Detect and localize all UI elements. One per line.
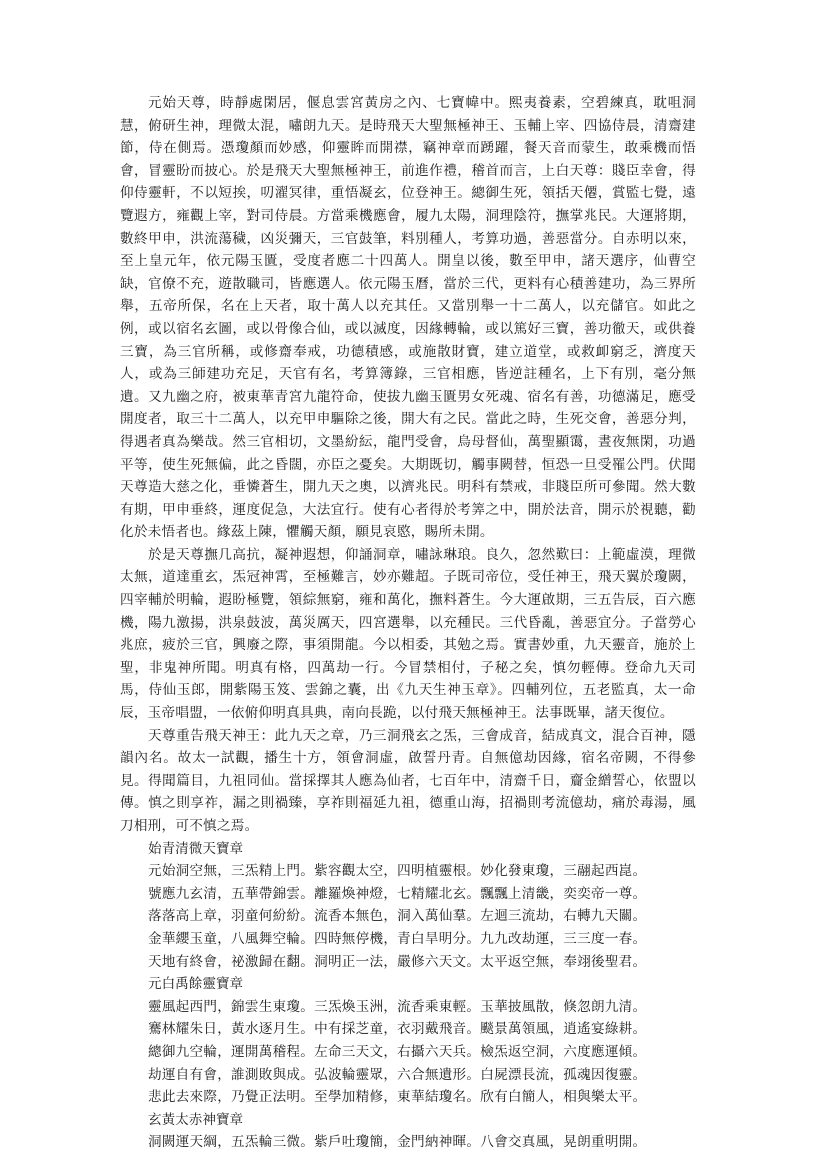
verse-section <box>120 973 696 1109</box>
verse-line: 落落高上章，羽童何紛紛。流香本無色，洞入萬仙羣。左迴三流劫，右轉九天關。 <box>148 908 647 925</box>
verse-line: 天地有終會，祕激歸在翻。洞明正一法，嚴修六天文。太平返空無，奉翊後聖君。 <box>148 953 647 970</box>
verse-line: 靈風起西門，錦雲生東瓊。三炁煥玉洲，流香乘東輕。玉華披風散，倏忽朗九清。 <box>148 998 647 1015</box>
paragraph: 於是天尊撫几高抗，凝神遐想，仰誦洞章，嘯詠琳琅。良久，忽然歎曰：上範虛漠，理微太無，道達重玄，炁冠神霄，至極難言，妙亦難超。子既司帝位，受任神王，飛天翼於瓊闕，四宰輔於明輪，遐盼極覽，領綜無窮，雍和萬化，撫料蒼生。今大運啟期，三五告辰，百六應機，陽九激揚，洪泉鼓波，萬災厲天，四宮選舉，以充種民。三代昏亂，善惡宜分。子當勞心兆庶，疲於三官，興廢之際，事須開龍。今以相委，其勉之焉。實書妙重，九天靈音，施於上聖，非鬼神所聞。明真有格，四萬劫一行。今冒禁相付，子秘之矣，慎勿輕傳。登命九天司馬，侍仙玉郎，開紫陽玉笈、雲錦之囊，出《九天生神玉章》。四輔列位，五老監真，太一命辰，玉帝唱盟，一依俯仰明真具典，南向長跪，以付飛天無極神王。法事既畢，諸天復位。 <box>120 546 696 722</box>
section-heading: 元白禹餘靈寶章 <box>148 976 244 993</box>
verse-line: 號應九玄清，五華帶錦雲。離羅煥神燈，七精耀北玄。飄飄上清畿，奕奕帝一尊。 <box>148 885 647 902</box>
verse-line: 劫運自有會，誰測敗與成。弘波輪靈眾，六合無遺形。白屍漂長流，孤魂因復靈。 <box>148 1066 647 1083</box>
verse-line: 元始洞空無，三炁精上門。紫容觀太空，四明植靈根。妙化發東瓊，三翮起西崑。 <box>148 863 647 880</box>
paragraph: 天尊重告飛天神王：此九天之章，乃三洞飛玄之炁，三會成音，結成真文，混合百神，隱韻內名。故太一試觀，播生十方，領會洞虛，啟誓丹青。自無億劫因緣，宿名帝闕，不得參見。得聞篇目，九祖同仙。當採擇其人應為仙者，七百年中，清齋千日，齎金繒誓心，依盟以傳。慎之則享祚，漏之則禍臻，享祚則福延九祖，德重山海，招禍則考流億劫，痛於毒湯，風刀相刑，可不慎之焉。 <box>120 727 696 834</box>
section-heading: 始青清微天寶章 <box>148 840 244 857</box>
verse-section <box>120 1109 696 1154</box>
verse-section <box>120 838 696 974</box>
scripture-text <box>120 92 696 1154</box>
verse-line: 洞闕運天綱，五炁輪三微。紫戶吐瓊簡，金門納神暉。八會交真風，晃朗重明開。 <box>148 1134 647 1151</box>
verse-line: 悲此去來際，乃覺正法明。至學加精修，東華結瓊名。欣有白簡人，相與樂太平。 <box>148 1089 647 1106</box>
paragraph: 元始天尊，時靜處閑居，偃息雲宮黃房之內、七寶幃中。熙夷養素，空碧練真，耽咀洞慧，俯研生神，理微太混，嘯朗九天。是時飛天大聖無極神王、玉輔上宰、四協侍晨，清齋建節，侍在側焉。憑瓊顏而妙感，仰靈眸而開襟，竊神章而踴躍，餐天音而蒙生，敢乘機而悟會，冒靈盼而披心。於是飛天大聖無極神王，前進作禮，稽首而言，上白天尊：賤臣幸會，得仰侍靈軒，不以短挨，叨濯冥律，重悟凝玄，位登神王。總御生死，領括天僊，賞監七覺，遠覽遐方，雍觀上宰，對司侍晨。方當乘機應會，履九太陽，洞理陰符，撫掌兆民。大運將期，數終甲申，洪流蕩穢，凶災彌天，三官鼓筆，料別種人，考算功過，善惡當分。自赤明以來，至上皇元年，依元陽玉匱，受度者應二十四萬人。開皇以後，數至甲申，諸天選序，仙曹空缺，官僚不充，遊散職司，皆應選人。依元陽玉曆，當於三代，更料有心積善建功，為三界所舉，五帝所保，名在上天者，取十萬人以充其任。又當別舉一十二萬人，以充儲官。如此之例，或以宿名玄圖，或以骨像合仙，或以滅度，因緣轉輪，或以篤好三寶，善功徹天，或供養三寶，為三官所稱，或修齋奉戒，功德積感，或施散財寶，建立道堂，或救卹窮乏，濟度天人，或為三師建功充足，天官有名，考算簿錄，三官相應，皆逆註種名，上下有別，毫分無遺。又九幽之府，被東華青宮九龍符命，使拔九幽玉匱男女死魂、宿名有善，功德滿足，應受開度者，取三十二萬人，以充甲申驅除之後，開大有之民。當此之時，生死交會，善惡分判，得遇者真為樂哉。然三官相切，文墨紛紜，龍門受會，烏母督仙，萬聖顯霭，晝夜無閑，功過平等，使生死無偏，此之昏闊，亦臣之憂矣。大期既切，觸事闕替，恒恐一旦受罹公門。伏聞天尊造大慈之化，垂憐蒼生，開九天之奧，以濟兆民。明科有禁戒，非賤臣所可參聞。然大數有期，甲申垂終，運度促急，大法宜行。使有心者得於考筭之中，開於法音，開示於視聽，勸化於未悟者也。緣茲上陳，懼觸天顏，願見哀愍，賜所未開。 <box>120 95 696 541</box>
verse-line: 總御九空輪，運開萬稽程。左命三天文，右攝六天兵。檢炁返空洞，六度應運傾。 <box>148 1043 647 1060</box>
verse-line: 騫林耀朱日，黃水逐月生。中有採芝童，衣羽戴飛音。颷景萬領風，逍遙宴綠耕。 <box>148 1021 647 1038</box>
section-heading: 玄黃太赤神寶章 <box>148 1111 244 1128</box>
verse-line: 金華纓玉童，八風舞空輪。四時無停機，青白旱明分。九九改劫運，三三度一春。 <box>148 930 647 947</box>
